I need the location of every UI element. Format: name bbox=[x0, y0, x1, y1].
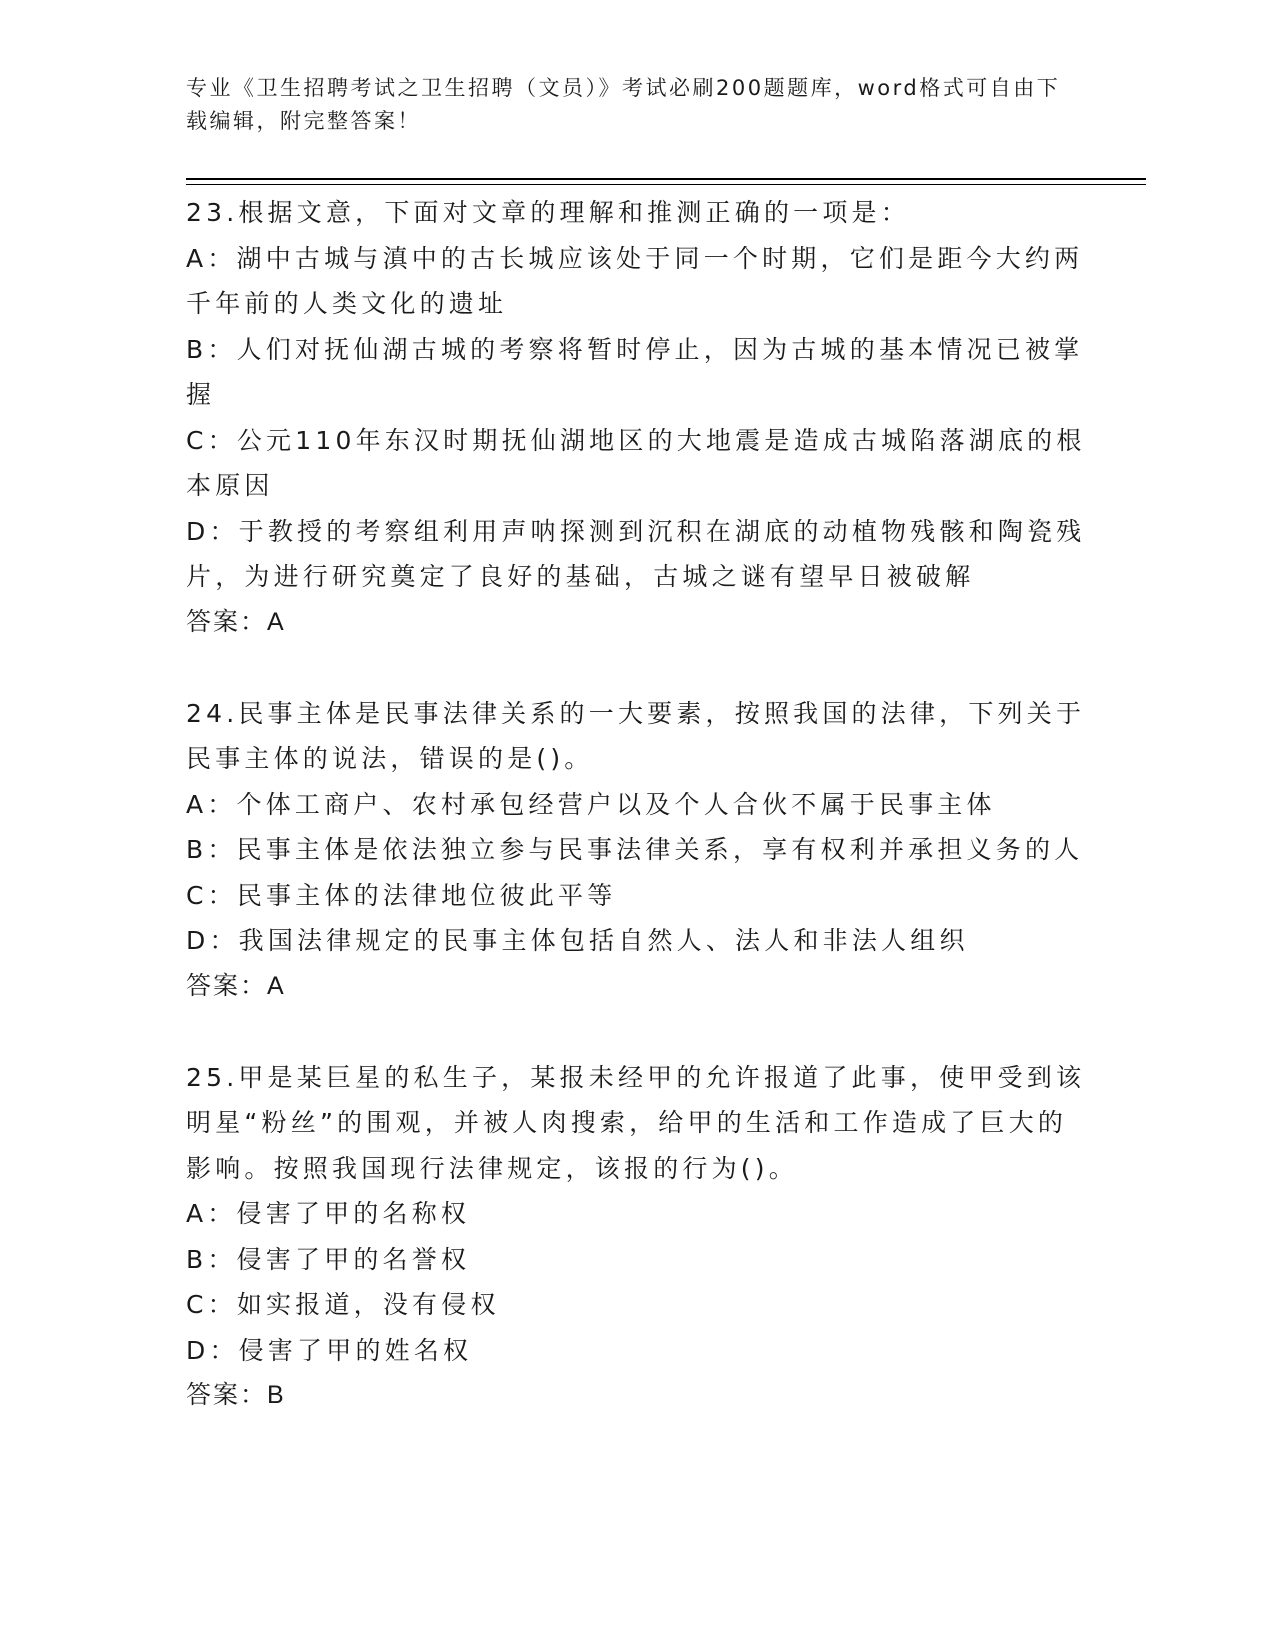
question-24 bbox=[186, 691, 1086, 1010]
question-23 bbox=[186, 190, 1086, 645]
question-stem: 25.甲是某巨星的私生子，某报未经甲的允许报道了此事，使甲受到该明星“粉丝”的围观，并被人肉搜索，给甲的生活和工作造成了巨大的影响。按照我国现行法律规定，该报的行为()。 bbox=[186, 1062, 1086, 1183]
option-d: D：我国法律规定的民事主体包括自然人、法人和非法人组织 bbox=[186, 926, 969, 955]
header-divider-thin bbox=[186, 184, 1146, 185]
option-d: D：侵害了甲的姓名权 bbox=[186, 1335, 473, 1365]
option-c: C：如实报道，没有侵权 bbox=[186, 1290, 500, 1319]
option-a: A：个体工商户、农村承包经营户以及个人合伙不属于民事主体 bbox=[186, 789, 996, 819]
option-a: A：湖中古城与滇中的古长城应该处于同一个时期，它们是距今大约两千年前的人类文化的遗址 bbox=[186, 243, 1084, 318]
header-divider-thick bbox=[186, 178, 1146, 180]
answer-line: 答案：A bbox=[186, 607, 286, 636]
option-b: B：侵害了甲的名誉权 bbox=[186, 1244, 471, 1274]
option-b: B：人们对抚仙湖古城的考察将暂时停止，因为古城的基本情况已被掌握 bbox=[186, 334, 1084, 409]
option-c: C：民事主体的法律地位彼此平等 bbox=[186, 880, 617, 910]
option-c: C：公元110年东汉时期抚仙湖地区的大地震是造成古城陷落湖底的根本原因 bbox=[186, 425, 1086, 500]
answer-line: 答案：B bbox=[186, 1381, 286, 1409]
question-25 bbox=[186, 1055, 1086, 1419]
question-list bbox=[186, 190, 1086, 1464]
document-header: 专业《卫生招聘考试之卫生招聘（文员）》考试必刷200题题库，word格式可自由下载编辑，附完整答案！ bbox=[186, 76, 1061, 133]
question-stem: 23.根据文意，下面对文章的理解和推测正确的一项是： bbox=[186, 198, 910, 227]
option-d: D：于教授的考察组利用声呐探测到沉积在湖底的动植物残骸和陶瓷残片，为进行研究奠定了良好的基础，古城之谜有望早日被破解 bbox=[186, 516, 1086, 591]
option-a: A：侵害了甲的名称权 bbox=[186, 1199, 471, 1228]
question-stem: 24.民事主体是民事法律关系的一大要素，按照我国的法律，下列关于民事主体的说法，错误的是()。 bbox=[186, 698, 1086, 773]
option-b: B：民事主体是依法独立参与民事法律关系，享有权利并承担义务的人 bbox=[186, 835, 1084, 864]
answer-line: 答案：A bbox=[186, 971, 286, 1000]
